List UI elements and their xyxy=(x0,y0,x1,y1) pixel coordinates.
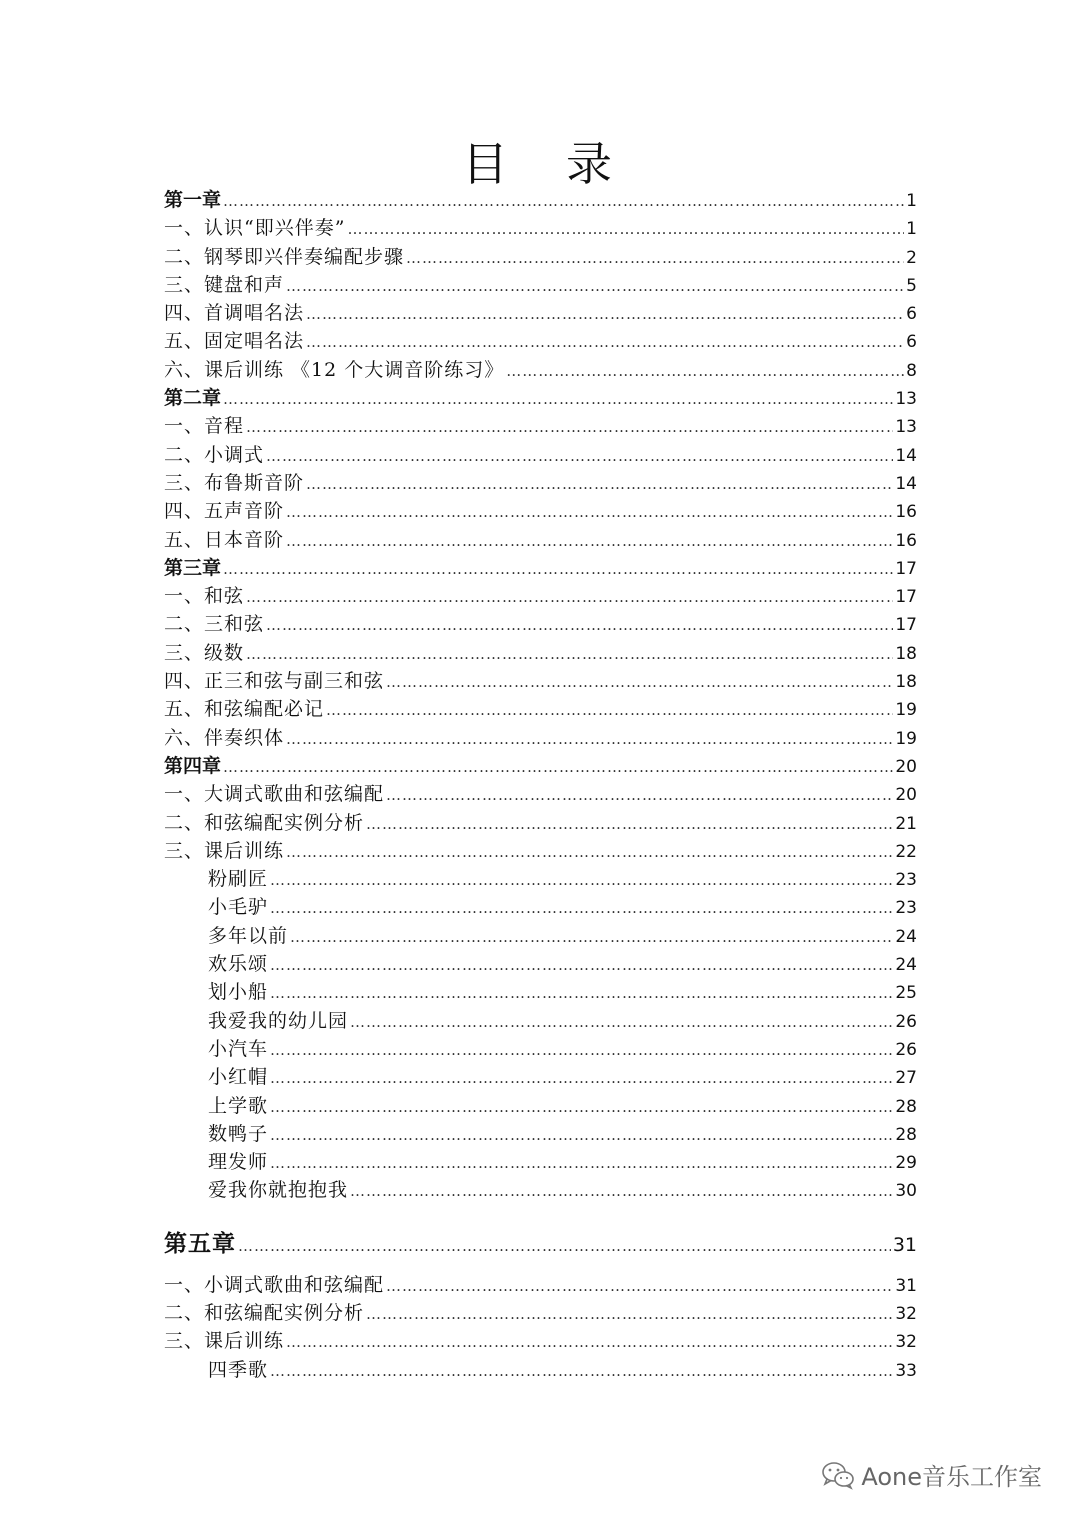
toc-entry-label: 一、和弦 xyxy=(164,585,245,608)
toc-entry-label: 四、首调唱名法 xyxy=(164,302,305,325)
toc-entry-page: 6 xyxy=(906,332,917,353)
toc-entry[interactable] xyxy=(164,1035,917,1063)
toc-entry-page: 24 xyxy=(895,926,917,947)
toc-entry[interactable] xyxy=(164,922,917,950)
toc-entry[interactable] xyxy=(164,271,917,299)
toc-entry[interactable] xyxy=(164,639,917,667)
toc-leader-dots xyxy=(270,951,893,979)
toc-entry-label: 第五章 xyxy=(164,1229,236,1257)
toc-entry-label: 三、级数 xyxy=(164,641,245,664)
toc-entry-label: 数鸭子 xyxy=(208,1122,269,1145)
toc-entry-label: 理发师 xyxy=(208,1151,269,1174)
toc-entry[interactable] xyxy=(164,412,917,440)
toc-entry[interactable] xyxy=(164,724,917,752)
toc-entry[interactable] xyxy=(164,1223,917,1265)
toc-entry-page: 32 xyxy=(895,1332,917,1353)
toc-entry[interactable] xyxy=(164,299,917,327)
toc-entry-page: 1 xyxy=(906,219,917,240)
toc-entry-page: 1 xyxy=(906,191,917,211)
toc-entry-label: 第一章 xyxy=(164,189,222,211)
toc-entry-page: 19 xyxy=(895,700,917,721)
toc-leader-dots xyxy=(270,866,893,894)
toc-entry[interactable] xyxy=(164,1063,917,1091)
toc-entry-label: 第三章 xyxy=(164,556,222,579)
toc-entry[interactable] xyxy=(164,582,917,610)
toc-entry-label: 小汽车 xyxy=(208,1037,269,1060)
toc-leader-dots xyxy=(266,611,893,639)
toc-entry-page: 26 xyxy=(895,1039,917,1060)
toc-entry[interactable] xyxy=(164,526,917,554)
toc-entry[interactable] xyxy=(164,1176,917,1204)
toc-entry-page: 14 xyxy=(895,445,917,466)
toc-entry[interactable] xyxy=(164,441,917,469)
toc-entry-page: 17 xyxy=(895,615,917,636)
toc-entry-label: 一、小调式歌曲和弦编配 xyxy=(164,1273,385,1296)
toc-leader-dots xyxy=(386,668,893,696)
toc-entry[interactable] xyxy=(164,950,917,978)
toc-entry[interactable] xyxy=(164,1271,917,1299)
toc-entry[interactable] xyxy=(164,695,917,723)
toc-entry-page: 14 xyxy=(895,473,917,494)
toc-entry-page: 20 xyxy=(895,785,917,806)
toc-entry-page: 8 xyxy=(906,360,917,381)
toc-leader-dots xyxy=(223,187,904,215)
toc-leader-dots xyxy=(286,838,893,866)
toc-entry-label: 五、日本音阶 xyxy=(164,528,285,551)
toc-entry-page: 22 xyxy=(895,841,917,862)
toc-leader-dots xyxy=(306,470,893,498)
toc-leader-dots xyxy=(506,357,904,385)
toc-leader-dots xyxy=(306,300,904,328)
toc-leader-dots xyxy=(290,923,893,951)
toc-entry-label: 爱我你就抱抱我 xyxy=(208,1179,349,1202)
toc-entry-page: 19 xyxy=(895,728,917,749)
toc-leader-dots xyxy=(223,753,893,781)
toc-entry-page: 23 xyxy=(895,898,917,919)
toc-entry[interactable] xyxy=(164,893,917,921)
toc-entry-label: 一、认识“即兴伴奏” xyxy=(164,217,346,240)
toc-entry-page: 24 xyxy=(895,955,917,976)
toc-entry-label: 第二章 xyxy=(164,387,222,410)
toc-entry-label: 欢乐颂 xyxy=(208,953,269,976)
toc-entry-page: 17 xyxy=(895,558,917,579)
toc-entry-page: 32 xyxy=(895,1303,917,1324)
toc-entry-page: 23 xyxy=(895,870,917,891)
toc-leader-dots xyxy=(326,696,893,724)
toc-entry-page: 31 xyxy=(895,1275,917,1296)
toc-entry-label: 粉刷匠 xyxy=(208,868,269,891)
toc-leader-dots xyxy=(270,1064,893,1092)
toc-entry[interactable] xyxy=(164,554,917,582)
toc-leader-dots xyxy=(223,555,893,583)
toc-entry-page: 27 xyxy=(895,1068,917,1089)
toc-leader-dots xyxy=(350,1177,893,1205)
toc-leader-dots xyxy=(246,413,893,441)
toc-entry-page: 13 xyxy=(895,417,917,438)
toc-entry-label: 三、课后训练 xyxy=(164,839,285,862)
toc-entry[interactable] xyxy=(164,1120,917,1148)
watermark xyxy=(821,1457,1042,1492)
toc-leader-dots xyxy=(270,979,893,1007)
toc-leader-dots xyxy=(386,781,893,809)
watermark-text: Aone音乐工作室 xyxy=(861,1463,1042,1491)
toc-entry-page: 6 xyxy=(906,304,917,325)
toc-leader-dots xyxy=(270,894,893,922)
toc-entry-label: 五、和弦编配必记 xyxy=(164,698,325,721)
toc-entry[interactable] xyxy=(164,214,917,242)
toc-entry-label: 五、固定唱名法 xyxy=(164,330,305,353)
toc-leader-dots xyxy=(286,527,893,555)
toc-entry[interactable] xyxy=(164,1299,917,1327)
toc-entry-page: 33 xyxy=(895,1360,917,1381)
toc-entry-page: 18 xyxy=(895,672,917,693)
toc-entry-page: 16 xyxy=(895,502,917,523)
toc-leader-dots xyxy=(246,583,893,611)
toc-leader-dots xyxy=(366,810,893,838)
toc-leader-dots xyxy=(270,1149,893,1177)
toc-entry-label: 二、和弦编配实例分析 xyxy=(164,811,365,834)
toc-entry-label: 划小船 xyxy=(208,981,269,1004)
toc-entry-page: 31 xyxy=(892,1233,917,1256)
toc-entry[interactable] xyxy=(164,1007,917,1035)
toc-entry[interactable] xyxy=(164,1092,917,1120)
toc-leader-dots xyxy=(238,1225,891,1267)
toc-entry-page: 25 xyxy=(895,983,917,1004)
toc-entry-page: 29 xyxy=(895,1153,917,1174)
toc-entry-label: 四、五声音阶 xyxy=(164,500,285,523)
toc-entry[interactable] xyxy=(164,1327,917,1355)
toc-leader-dots xyxy=(347,215,904,243)
toc-entry-label: 二、和弦编配实例分析 xyxy=(164,1301,365,1324)
toc-entry-page: 17 xyxy=(895,587,917,608)
toc-entry-page: 21 xyxy=(895,813,917,834)
toc-leader-dots xyxy=(270,1121,893,1149)
toc-entry-label: 六、课后训练 《12 个大调音阶练习》 xyxy=(164,358,505,381)
toc-entry-page: 26 xyxy=(895,1011,917,1032)
toc-entry-label: 四、正三和弦与副三和弦 xyxy=(164,670,385,693)
toc-entry[interactable] xyxy=(164,978,917,1006)
toc-entry-page: 2 xyxy=(906,247,917,268)
toc-entry-page: 28 xyxy=(895,1124,917,1145)
toc-entry-label: 四季歌 xyxy=(208,1358,269,1381)
toc-entry[interactable] xyxy=(164,1148,917,1176)
toc-entry[interactable] xyxy=(164,497,917,525)
toc-entry-label: 一、音程 xyxy=(164,415,245,438)
toc-entry-label: 多年以前 xyxy=(208,924,289,947)
toc-entry[interactable] xyxy=(164,243,917,271)
toc-entry[interactable] xyxy=(164,752,917,780)
toc-entry[interactable] xyxy=(164,865,917,893)
toc-entry[interactable] xyxy=(164,667,917,695)
toc-entry-page: 20 xyxy=(895,756,917,777)
toc-leader-dots xyxy=(286,498,893,526)
toc-leader-dots xyxy=(286,1328,893,1356)
toc-leader-dots xyxy=(286,272,904,300)
toc-entry-page: 13 xyxy=(895,389,917,410)
toc-leader-dots xyxy=(366,1300,893,1328)
toc-entry-label: 三、布鲁斯音阶 xyxy=(164,471,305,494)
toc-entry-label: 三、课后训练 xyxy=(164,1330,285,1353)
toc-entry-label: 二、小调式 xyxy=(164,443,265,466)
toc-entry[interactable] xyxy=(164,809,917,837)
toc-entry[interactable] xyxy=(164,780,917,808)
toc-entry-label: 第四章 xyxy=(164,754,222,777)
toc-entry-label: 二、三和弦 xyxy=(164,613,265,636)
toc-entry[interactable] xyxy=(164,610,917,638)
toc-entry-label: 二、钢琴即兴伴奏编配步骤 xyxy=(164,245,405,268)
toc-entry-page: 5 xyxy=(906,275,917,296)
toc-entry[interactable] xyxy=(164,327,917,355)
toc-entry[interactable] xyxy=(164,186,917,214)
toc-leader-dots xyxy=(306,328,904,356)
toc-entry[interactable] xyxy=(164,356,917,384)
wechat-icon xyxy=(821,1460,855,1490)
toc-leader-dots xyxy=(270,1357,893,1385)
page-title: 目 录 xyxy=(462,137,618,191)
toc-leader-dots xyxy=(350,1008,893,1036)
toc-entry-page: 28 xyxy=(895,1096,917,1117)
toc-entry[interactable] xyxy=(164,1356,917,1384)
toc-entry-label: 上学歌 xyxy=(208,1094,269,1117)
toc-leader-dots xyxy=(246,640,893,668)
toc-entry-page: 18 xyxy=(895,643,917,664)
table-of-contents xyxy=(164,186,917,1384)
toc-leader-dots xyxy=(406,244,904,272)
toc-leader-dots xyxy=(223,385,893,413)
toc-entry[interactable] xyxy=(164,384,917,412)
toc-entry-page: 30 xyxy=(895,1181,917,1202)
toc-entry-label: 三、键盘和声 xyxy=(164,273,285,296)
toc-entry[interactable] xyxy=(164,469,917,497)
toc-entry-label: 小毛驴 xyxy=(208,896,269,919)
toc-entry-label: 我爱我的幼儿园 xyxy=(208,1009,349,1032)
toc-leader-dots xyxy=(286,725,893,753)
toc-entry-page: 16 xyxy=(895,530,917,551)
toc-leader-dots xyxy=(270,1036,893,1064)
toc-leader-dots xyxy=(266,442,893,470)
toc-leader-dots xyxy=(386,1272,893,1300)
toc-entry-label: 一、大调式歌曲和弦编配 xyxy=(164,783,385,806)
toc-leader-dots xyxy=(270,1093,893,1121)
toc-entry[interactable] xyxy=(164,837,917,865)
toc-entry-label: 小红帽 xyxy=(208,1066,269,1089)
toc-entry-label: 六、伴奏织体 xyxy=(164,726,285,749)
